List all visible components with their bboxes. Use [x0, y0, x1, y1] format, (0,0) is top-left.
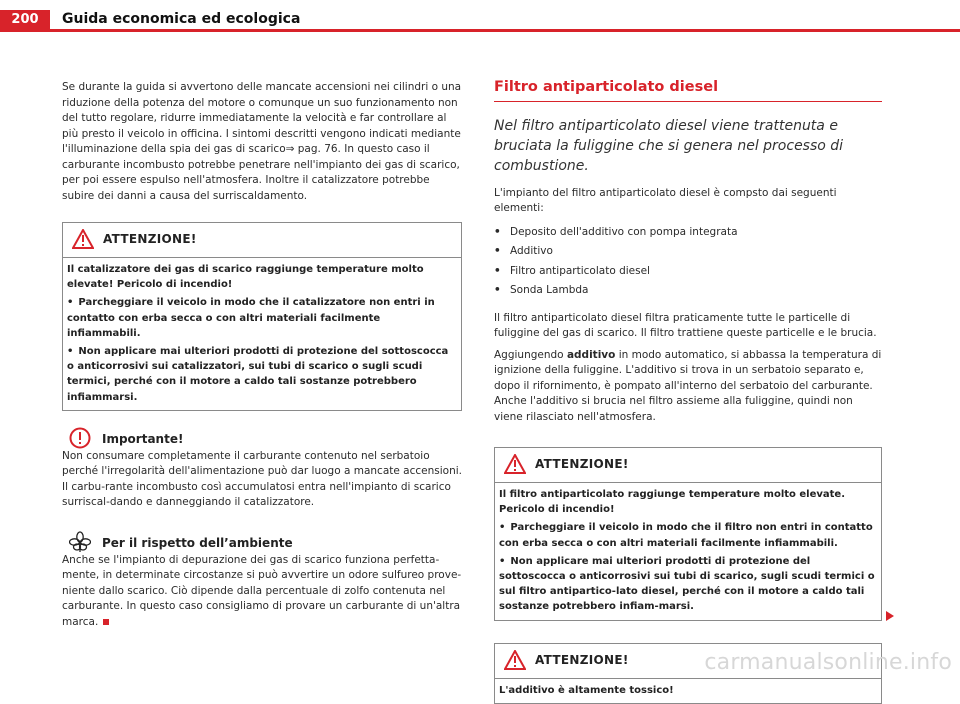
section-lead: Nel filtro antiparticolato diesel viene trattenuta e bruciata la fuliggine che si genera nel processo di combustione.: [494, 117, 844, 174]
warning-triangle-icon: [504, 454, 526, 474]
bullet-icon: •: [494, 284, 501, 296]
environment-text: Anche se l'impianto di depurazione dei gas di scarico funziona perfetta-mente, in determinate circostanze si può avvertire un odore sulfureo prove-niente dallo scarico. Ciò dipende dalla percentuale di zolfo contenuta nel carburante. In questo caso consigliamo di provare un carburante di un'altra marca.: [62, 553, 462, 628]
warning-box-catalyst: [62, 222, 462, 411]
intro-paragraph: Se durante la guida si avvertono delle mancate accensioni nei cilindri o una riduzione della potenza del motore o comunque un suo funzionamento non del tutto regolare, ridurre immediatamente la velocità e far controllare al più presto il veicolo in officina. I sintomi descritti vengono indicati mediante l'illuminazione della spia dei gas di scarico⇒ pag. 76. In questo caso il carburante incombusto potrebbe penetrare nell'impianto dei gas di scarico, per poi essere espulso nell'atmosfera. Inoltre il catalizzatore potrebbe subire dei danni a causa del surriscaldamento.: [62, 81, 462, 202]
list-item: • Sonda Lambda: [494, 283, 882, 303]
filter-paragraph: Il filtro antiparticolato diesel filtra praticamente tutte le particelle di fuliggine del gas di scarico. Il filtro trattiene queste particelle e le brucia.: [494, 311, 877, 339]
next-page-arrow-icon[interactable]: [886, 611, 894, 621]
warning-header: [495, 448, 881, 483]
end-of-section-icon: [103, 619, 109, 625]
section-heading: Filtro antiparticolato diesel: [494, 80, 882, 102]
page-title: Guida economica ed ecologica: [62, 11, 301, 27]
warning-box-filter: [494, 447, 882, 621]
warning-item: • Parcheggiare il veicolo in modo che il filtro non entri in contatto con erba secca o con altri materiali facilmente infiammabili.: [499, 522, 873, 549]
page-number: 200: [0, 10, 50, 29]
bullet-icon: •: [494, 225, 501, 238]
warning-lead: L'additivo è altamente tossico!: [499, 684, 674, 696]
warning-lead: Il catalizzatore dei gas di scarico raggiunge temperature molto elevate! Pericolo di incendio!: [67, 264, 424, 291]
warning-title: ATTENZIONE!: [535, 457, 629, 471]
leaf-icon: [69, 531, 91, 553]
warning-header: [63, 223, 461, 258]
warning-body: [63, 258, 461, 410]
warning-triangle-icon: [504, 650, 526, 670]
bullet-icon: •: [499, 522, 506, 534]
important-text: Non consumare completamente il carburante contenuto nel serbatoio perché l'irregolarità dell'alimentazione può dar luogo a mancate accensioni. Il carbu-rante incombusto così accumulatosi entra nell'impianto di scarico surriscal-dando e danneggiando il catalizzatore.: [62, 449, 462, 509]
components-list: [494, 225, 882, 303]
warning-body: [495, 483, 881, 620]
page-header: [0, 0, 960, 36]
list-item: • Filtro antiparticolato diesel: [494, 264, 882, 284]
warning-item: • Non applicare mai ulteriori prodotti di protezione del sottoscocca o anticorrosivi sui tubi di scarico, sugli scudi termici o sul filtro antipartico-lato diesel, perché con il motore a caldo tali sostanze potrebbero infiam-marsi.: [499, 555, 875, 613]
warning-triangle-icon: [72, 229, 94, 249]
watermark: carmanualsonline.info: [704, 650, 952, 675]
warning-title: ATTENZIONE!: [535, 652, 629, 667]
warning-item: • Non applicare mai ulteriori prodotti di protezione del sottoscocca o anticorrosivi sui catalizzatori, sui tubi di scarico o sugli scudi termici, perché con il motore a caldo tali sostanze potrebbero infiammarsi.: [67, 346, 449, 403]
environment-title: Per il rispetto dell’ambiente: [102, 535, 293, 550]
additive-paragraph: Aggiungendo additivo in modo automatico, si abbassa la temperatura di ignizione della fuliggine. L'additivo si trova in un serbatoio separato e, dopo il rifornimento, è pompato all'interno del serbatoio del carburante. Anche l'additivo si brucia nel filtro assieme alla fuliggine, quindi non viene rilasciato nell'atmosfera.: [494, 348, 882, 423]
left-column: [62, 80, 462, 630]
components-intro: L'impianto del filtro antiparticolato diesel è compsto dai seguenti elementi:: [494, 186, 837, 214]
warning-title: ATTENZIONE!: [103, 232, 197, 246]
warning-body: [495, 679, 881, 703]
bullet-icon: •: [67, 297, 74, 309]
important-icon: [69, 427, 91, 449]
important-title: Importante!: [102, 431, 184, 446]
bullet-icon: •: [499, 555, 506, 567]
warning-item: • Parcheggiare il veicolo in modo che il catalizzatore non entri in contatto con erba secca o con altri materiali facilmente infiammabili.: [67, 297, 435, 339]
bullet-icon: •: [494, 245, 501, 257]
important-header: [62, 427, 462, 449]
environment-header: [62, 531, 462, 553]
warning-lead: Il filtro antiparticolato raggiunge temperature molto elevate. Pericolo di incendio!: [499, 489, 846, 516]
right-column: [494, 80, 882, 704]
list-item: • Deposito dell'additivo con pompa integrata: [494, 225, 882, 245]
list-item: • Additivo: [494, 244, 882, 264]
bullet-icon: •: [494, 264, 501, 277]
bullet-icon: •: [67, 346, 74, 358]
header-divider: [0, 29, 960, 32]
